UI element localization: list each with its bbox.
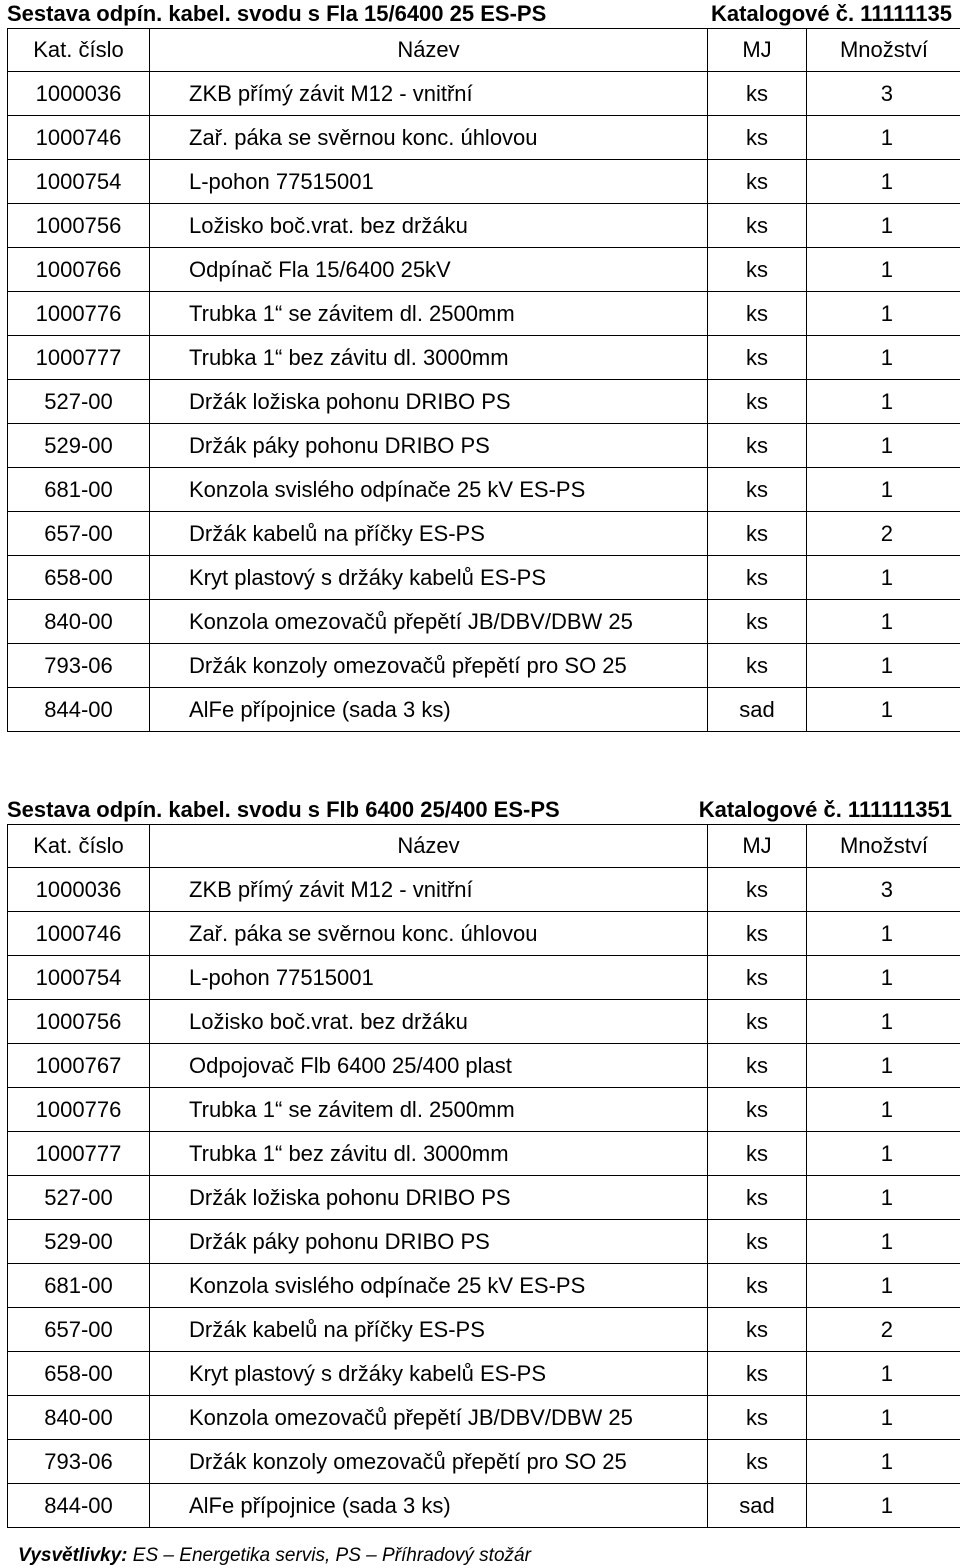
cell-mnozstvi: 1 <box>807 160 960 204</box>
cell-mj: ks <box>708 336 807 380</box>
catalog-number: Katalogové č. 11111135 <box>711 1 952 26</box>
cell-kat: 1000746 <box>8 116 150 160</box>
cell-kat: 844-00 <box>8 688 150 732</box>
column-header-nazev: Název <box>150 825 708 868</box>
table-row <box>8 1176 960 1220</box>
cell-mj: sad <box>708 1484 807 1528</box>
cell-mj: ks <box>708 912 807 956</box>
cell-nazev: Zař. páka se svěrnou konc. úhlovou <box>150 116 708 160</box>
table-row <box>8 468 960 512</box>
table-row <box>8 380 960 424</box>
cell-kat: 1000767 <box>8 1044 150 1088</box>
cell-kat: 529-00 <box>8 424 150 468</box>
cell-mnozstvi: 1 <box>807 688 960 732</box>
table-row <box>8 912 960 956</box>
cell-nazev: Trubka 1“ se závitem dl. 2500mm <box>150 292 708 336</box>
cell-mj: ks <box>708 956 807 1000</box>
cell-nazev: Konzola svislého odpínače 25 kV ES-PS <box>150 1264 708 1308</box>
section-title: Sestava odpín. kabel. svodu s Flb 6400 25/400 ES-PS <box>7 797 560 822</box>
cell-mj: ks <box>708 1088 807 1132</box>
cell-mj: ks <box>708 1396 807 1440</box>
cell-nazev: Konzola omezovačů přepětí JB/DBV/DBW 25 <box>150 600 708 644</box>
cell-mj: ks <box>708 512 807 556</box>
table-row <box>8 1044 960 1088</box>
cell-mnozstvi: 1 <box>807 292 960 336</box>
cell-kat: 840-00 <box>8 600 150 644</box>
legend-text: ES – Energetika servis, PS – Příhradový stožár <box>132 1545 531 1566</box>
section-title-row <box>7 796 957 824</box>
cell-kat: 529-00 <box>8 1220 150 1264</box>
column-header-mnozstvi: Množství <box>807 825 960 868</box>
cell-mnozstvi: 1 <box>807 1088 960 1132</box>
cell-nazev: Trubka 1“ bez závitu dl. 3000mm <box>150 336 708 380</box>
cell-mj: ks <box>708 1044 807 1088</box>
cell-mnozstvi: 1 <box>807 1044 960 1088</box>
table-row <box>8 1396 960 1440</box>
cell-mnozstvi: 1 <box>807 600 960 644</box>
table-row <box>8 72 960 116</box>
cell-mnozstvi: 1 <box>807 1000 960 1044</box>
column-header-mnozstvi: Množství <box>807 29 960 72</box>
cell-kat: 793-06 <box>8 1440 150 1484</box>
legend <box>18 1545 531 1567</box>
table-header-row <box>8 29 960 72</box>
parts-table <box>7 824 960 1528</box>
cell-mnozstvi: 1 <box>807 204 960 248</box>
cell-kat: 1000754 <box>8 160 150 204</box>
cell-kat: 1000746 <box>8 912 150 956</box>
table-row <box>8 512 960 556</box>
cell-kat: 840-00 <box>8 1396 150 1440</box>
cell-mj: ks <box>708 116 807 160</box>
column-header-mj: MJ <box>708 825 807 868</box>
table-row <box>8 1352 960 1396</box>
cell-mj: ks <box>708 248 807 292</box>
table-row <box>8 688 960 732</box>
cell-kat: 657-00 <box>8 512 150 556</box>
cell-mj: ks <box>708 380 807 424</box>
cell-mnozstvi: 1 <box>807 1176 960 1220</box>
column-header-kat: Kat. číslo <box>8 825 150 868</box>
cell-mnozstvi: 2 <box>807 1308 960 1352</box>
cell-mj: ks <box>708 644 807 688</box>
cell-kat: 1000777 <box>8 1132 150 1176</box>
cell-mnozstvi: 1 <box>807 556 960 600</box>
cell-mj: ks <box>708 1440 807 1484</box>
cell-mnozstvi: 3 <box>807 72 960 116</box>
cell-kat: 681-00 <box>8 468 150 512</box>
cell-mj: ks <box>708 292 807 336</box>
table-row <box>8 1220 960 1264</box>
table-row <box>8 336 960 380</box>
cell-mj: ks <box>708 424 807 468</box>
table-row <box>8 1000 960 1044</box>
cell-kat: 844-00 <box>8 1484 150 1528</box>
table-row <box>8 248 960 292</box>
table-row <box>8 160 960 204</box>
table-row <box>8 424 960 468</box>
section-title: Sestava odpín. kabel. svodu s Fla 15/6400 25 ES-PS <box>7 1 547 26</box>
cell-mnozstvi: 1 <box>807 1132 960 1176</box>
cell-nazev: Odpínač Fla 15/6400 25kV <box>150 248 708 292</box>
cell-nazev: ZKB přímý závit M12 - vnitřní <box>150 868 708 912</box>
table-row <box>8 868 960 912</box>
table-body <box>8 868 960 1528</box>
table-row <box>8 1088 960 1132</box>
cell-mnozstvi: 1 <box>807 248 960 292</box>
cell-nazev: Kryt plastový s držáky kabelů ES-PS <box>150 556 708 600</box>
cell-nazev: Odpojovač Flb 6400 25/400 plast <box>150 1044 708 1088</box>
table-row <box>8 292 960 336</box>
cell-mnozstvi: 1 <box>807 1396 960 1440</box>
cell-mnozstvi: 1 <box>807 336 960 380</box>
cell-kat: 527-00 <box>8 380 150 424</box>
cell-kat: 681-00 <box>8 1264 150 1308</box>
cell-mnozstvi: 1 <box>807 116 960 160</box>
cell-mj: sad <box>708 688 807 732</box>
column-header-nazev: Název <box>150 29 708 72</box>
cell-nazev: Držák konzoly omezovačů přepětí pro SO 25 <box>150 1440 708 1484</box>
cell-nazev: Držák ložiska pohonu DRIBO PS <box>150 1176 708 1220</box>
cell-mj: ks <box>708 1176 807 1220</box>
cell-nazev: AlFe přípojnice (sada 3 ks) <box>150 688 708 732</box>
cell-mnozstvi: 1 <box>807 912 960 956</box>
table-row <box>8 644 960 688</box>
cell-kat: 658-00 <box>8 1352 150 1396</box>
column-header-kat: Kat. číslo <box>8 29 150 72</box>
column-header-mj: MJ <box>708 29 807 72</box>
cell-mj: ks <box>708 1308 807 1352</box>
cell-nazev: AlFe přípojnice (sada 3 ks) <box>150 1484 708 1528</box>
catalog-number: Katalogové č. 111111351 <box>698 797 952 822</box>
table-row <box>8 556 960 600</box>
cell-nazev: Držák ložiska pohonu DRIBO PS <box>150 380 708 424</box>
table-row <box>8 204 960 248</box>
cell-mj: ks <box>708 72 807 116</box>
cell-mj: ks <box>708 556 807 600</box>
cell-nazev: Kryt plastový s držáky kabelů ES-PS <box>150 1352 708 1396</box>
cell-nazev: L-pohon 77515001 <box>150 956 708 1000</box>
cell-mnozstvi: 1 <box>807 468 960 512</box>
cell-mnozstvi: 1 <box>807 1352 960 1396</box>
cell-mj: ks <box>708 468 807 512</box>
cell-mnozstvi: 2 <box>807 512 960 556</box>
cell-mnozstvi: 3 <box>807 868 960 912</box>
cell-nazev: Trubka 1“ bez závitu dl. 3000mm <box>150 1132 708 1176</box>
cell-kat: 1000756 <box>8 1000 150 1044</box>
parts-table <box>7 28 960 732</box>
table-row <box>8 1132 960 1176</box>
table-row <box>8 1308 960 1352</box>
cell-kat: 1000777 <box>8 336 150 380</box>
cell-kat: 1000036 <box>8 868 150 912</box>
cell-mnozstvi: 1 <box>807 644 960 688</box>
cell-mj: ks <box>708 1352 807 1396</box>
cell-kat: 1000756 <box>8 204 150 248</box>
legend-label: Vysvětlivky: <box>18 1545 128 1566</box>
cell-mj: ks <box>708 160 807 204</box>
assembly-section-1 <box>7 0 957 732</box>
cell-mnozstvi: 1 <box>807 1440 960 1484</box>
cell-nazev: Trubka 1“ se závitem dl. 2500mm <box>150 1088 708 1132</box>
table-row <box>8 956 960 1000</box>
table-row <box>8 1484 960 1528</box>
cell-mj: ks <box>708 868 807 912</box>
cell-kat: 1000776 <box>8 1088 150 1132</box>
cell-nazev: Konzola svislého odpínače 25 kV ES-PS <box>150 468 708 512</box>
section-title-row <box>7 0 957 28</box>
cell-mnozstvi: 1 <box>807 956 960 1000</box>
cell-nazev: Držák páky pohonu DRIBO PS <box>150 424 708 468</box>
cell-kat: 657-00 <box>8 1308 150 1352</box>
cell-mnozstvi: 1 <box>807 1220 960 1264</box>
cell-mj: ks <box>708 1264 807 1308</box>
cell-nazev: Držák kabelů na příčky ES-PS <box>150 512 708 556</box>
cell-nazev: Ložisko boč.vrat. bez držáku <box>150 1000 708 1044</box>
cell-kat: 1000776 <box>8 292 150 336</box>
table-row <box>8 1264 960 1308</box>
cell-kat: 1000754 <box>8 956 150 1000</box>
table-row <box>8 1440 960 1484</box>
cell-mnozstvi: 1 <box>807 1484 960 1528</box>
cell-nazev: L-pohon 77515001 <box>150 160 708 204</box>
cell-kat: 1000766 <box>8 248 150 292</box>
cell-nazev: Zař. páka se svěrnou konc. úhlovou <box>150 912 708 956</box>
cell-mj: ks <box>708 1220 807 1264</box>
cell-mnozstvi: 1 <box>807 1264 960 1308</box>
cell-kat: 527-00 <box>8 1176 150 1220</box>
cell-mj: ks <box>708 1132 807 1176</box>
cell-mj: ks <box>708 600 807 644</box>
cell-nazev: Držák kabelů na příčky ES-PS <box>150 1308 708 1352</box>
assembly-section-2 <box>7 796 957 1528</box>
cell-nazev: Držák konzoly omezovačů přepětí pro SO 25 <box>150 644 708 688</box>
cell-mj: ks <box>708 204 807 248</box>
cell-mnozstvi: 1 <box>807 424 960 468</box>
cell-nazev: Držák páky pohonu DRIBO PS <box>150 1220 708 1264</box>
table-row <box>8 116 960 160</box>
table-row <box>8 600 960 644</box>
cell-nazev: Konzola omezovačů přepětí JB/DBV/DBW 25 <box>150 1396 708 1440</box>
cell-kat: 793-06 <box>8 644 150 688</box>
cell-kat: 1000036 <box>8 72 150 116</box>
cell-nazev: ZKB přímý závit M12 - vnitřní <box>150 72 708 116</box>
table-header-row <box>8 825 960 868</box>
cell-mnozstvi: 1 <box>807 380 960 424</box>
table-body <box>8 72 960 732</box>
cell-kat: 658-00 <box>8 556 150 600</box>
cell-mj: ks <box>708 1000 807 1044</box>
cell-nazev: Ložisko boč.vrat. bez držáku <box>150 204 708 248</box>
